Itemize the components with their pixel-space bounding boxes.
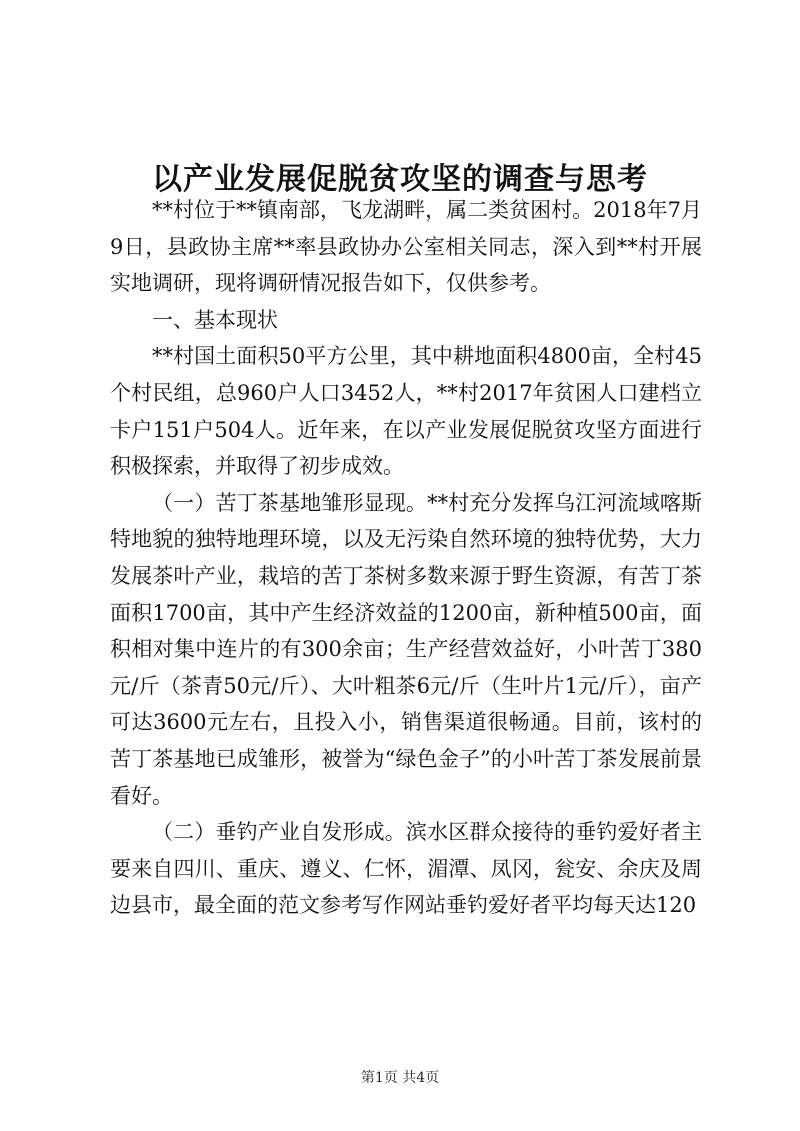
paragraph-basic-status: **村国土面积50平方公里，其中耕地面积4800亩，全村45个村民组，总960户人口3452人，**村2017年贫困人口建档立卡户151户504人。近年来，在以产业发展促脱贫攻坚方面进行积极探索，并取得了初步成效。 [110,344,702,479]
paragraph-fishing-industry: （二）垂钓产业自发形成。滨水区群众接待的垂钓爱好者主要来自四川、重庆、遵义、仁怀，湄潭、凤冈，瓮安、余庆及周边县市，最全面的范文参考写作网站垂钓爱好者平均每天达120 [110,820,702,918]
document-body [110,192,702,924]
paragraph-tea-base: （一）苦丁茶基地雏形显现。**村充分发挥乌江河流域喀斯特地貌的独特地理环境，以及无污染自然环境的独特优势，大力发展茶叶产业，栽培的苦丁茶树多数来源于野生资源，有苦丁茶面积1700亩，其中产生经济效益的1200亩，新种植500亩，面积相对集中连片的有300余亩；生产经营效益好，小叶苦丁380元/斤（茶青50元/斤）、大叶粗茶6元/斤（生叶片1元/斤），亩产可达3600元左右，且投入小，销售渠道很畅通。目前，该村的苦丁茶基地已成雏形，被誉为“绿色金子”的小叶苦丁茶发展前景看好。 [110,490,702,808]
document-title: 以产业发展促脱贫攻坚的调查与思考 [152,162,648,198]
section-heading-basic-status: 一、基本现状 [152,307,278,332]
paragraph-intro: **村位于**镇南部，飞龙湖畔，属二类贫困村。2018年7月9日，县政协主席**率县政协办公室相关同志，深入到**村开展实地调研，现将调研情况报告如下，仅供参考。 [110,198,702,296]
page-number-footer: 第1页 共4页 [360,1070,440,1086]
